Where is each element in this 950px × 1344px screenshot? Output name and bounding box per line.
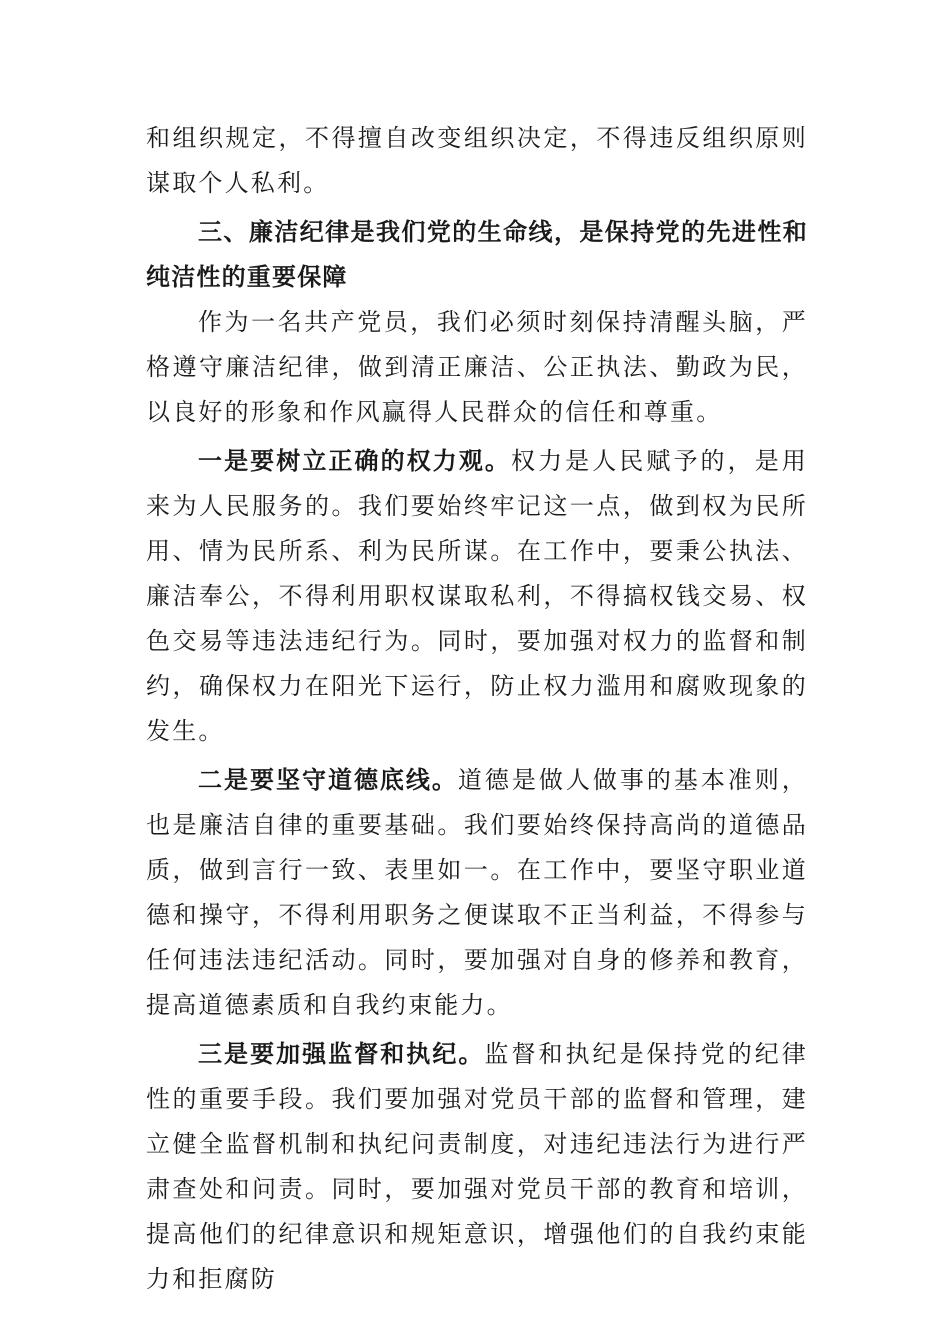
point-2-paragraph [146,758,808,1028]
point-3-paragraph [146,1032,808,1302]
point-1-body: 权力是人民赋予的，是用来为人民服务的。我们要始终牢记这一点，做到权为民所用、情为民所系、利为民所谋。在工作中，要秉公执法、廉洁奉公，不得利用职权谋取私利，不得搞权钱交易、权色交易等违法违纪行为。同时，要加强对权力的监督和制约，确保权力在阳光下运行，防止权力滥用和腐败现象的发生。 [146,447,808,745]
point-1-paragraph [146,439,808,754]
section-heading-3: 三、廉洁纪律是我们党的生命线，是保持党的先进性和纯洁性的重要保障 [146,218,808,291]
point-3-body: 监督和执纪是保持党的纪律性的重要手段。我们要加强对党员干部的监督和管理，建立健全监督机制和执纪问责制度，对违纪违法行为进行严肃查处和问责。同时，要加强对党员干部的教育和培训，提高他们的纪律意识和规矩意识，增强他们的自我约束能力和拒腐防 [146,1040,809,1293]
document-body [146,116,808,1302]
point-2-lead: 二是要坚守道德底线。 [198,766,458,794]
paragraph-intro: 作为一名共产党员，我们必须时刻保持清醒头脑，严格遵守廉洁纪律，做到清正廉洁、公正执法、勤政为民，以良好的形象和作风赢得人民群众的信任和尊重。 [146,308,808,426]
point-2-body: 道德是做人做事的基本准则，也是廉洁自律的重要基础。我们要始终保持高尚的道德品质，做到言行一致、表里如一。在工作中，要坚守职业道德和操守，不得利用职务之便谋取不正当利益，不得参与任何违法违纪活动。同时，要加强对自身的修养和教育，提高道德素质和自我约束能力。 [146,766,808,1019]
point-1-lead: 一是要树立正确的权力观。 [198,447,511,475]
point-3-lead: 三是要加强监督和执纪。 [198,1040,485,1068]
paragraph-continuation: 和组织规定，不得擅自改变组织决定，不得违反组织原则谋取个人私利。 [146,124,808,197]
